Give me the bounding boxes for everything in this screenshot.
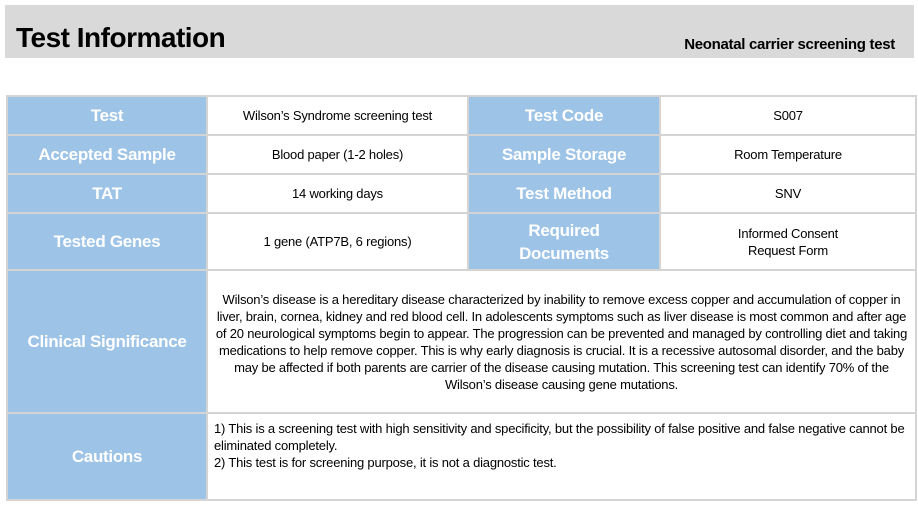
sample-storage-label: Sample Storage xyxy=(468,135,660,174)
accepted-sample-value: Blood paper (1-2 holes) xyxy=(207,135,468,174)
cautions-value xyxy=(207,413,916,500)
table-row xyxy=(7,174,916,213)
clinical-significance-value: Wilson’s disease is a hereditary disease characterized by inability to remove excess copper and accumulation of copper in liver, brain, cornea, kidney and red blood cell. In adolescents symptoms such as liver disease is most common and after age of 20 neurological symptoms begin to appear. The progression can be prevented and managed by controlling diet and taking medications to help remove copper. This is why early diagnosis is crucial. It is a recessive autosomal disorder, and the baby may be affected if both parents are carrier of the disease causing mutation. This screening test can identify 70% of the Wilson’s disease causing gene mutations. xyxy=(207,270,916,413)
table-row xyxy=(7,135,916,174)
test-code-label: Test Code xyxy=(468,96,660,135)
header-bar xyxy=(5,5,914,58)
document-item: Request Form xyxy=(748,242,828,258)
caution-item: 2) This test is for screening purpose, it is not a diagnostic test. xyxy=(214,455,557,470)
tat-value: 14 working days xyxy=(207,174,468,213)
required-documents-label-line: Required xyxy=(528,220,600,240)
tat-label: TAT xyxy=(7,174,207,213)
caution-item: 1) This is a screening test with high sensitivity and specificity, but the possibility of false positive and false negative cannot be eliminated completely. xyxy=(214,421,905,453)
clinical-significance-label: Clinical Significance xyxy=(7,270,207,413)
sample-storage-value: Room Temperature xyxy=(660,135,916,174)
required-documents-label-line: Documents xyxy=(519,243,609,263)
tested-genes-value: 1 gene (ATP7B, 6 regions) xyxy=(207,213,468,270)
test-method-label: Test Method xyxy=(468,174,660,213)
cautions-label: Cautions xyxy=(7,413,207,500)
table-row xyxy=(7,270,916,413)
table-row xyxy=(7,96,916,135)
table-row xyxy=(7,213,916,270)
tested-genes-label: Tested Genes xyxy=(7,213,207,270)
page-subtitle: Neonatal carrier screening test xyxy=(684,36,895,53)
test-label: Test xyxy=(7,96,207,135)
required-documents-value xyxy=(660,213,916,270)
test-code-value: S007 xyxy=(660,96,916,135)
accepted-sample-label: Accepted Sample xyxy=(7,135,207,174)
page-title: Test Information xyxy=(16,22,226,53)
test-method-value: SNV xyxy=(660,174,916,213)
table-row xyxy=(7,413,916,500)
test-value: Wilson’s Syndrome screening test xyxy=(207,96,468,135)
document-item: Informed Consent xyxy=(737,225,839,241)
required-documents-label xyxy=(468,213,660,270)
test-info-table xyxy=(6,95,917,501)
